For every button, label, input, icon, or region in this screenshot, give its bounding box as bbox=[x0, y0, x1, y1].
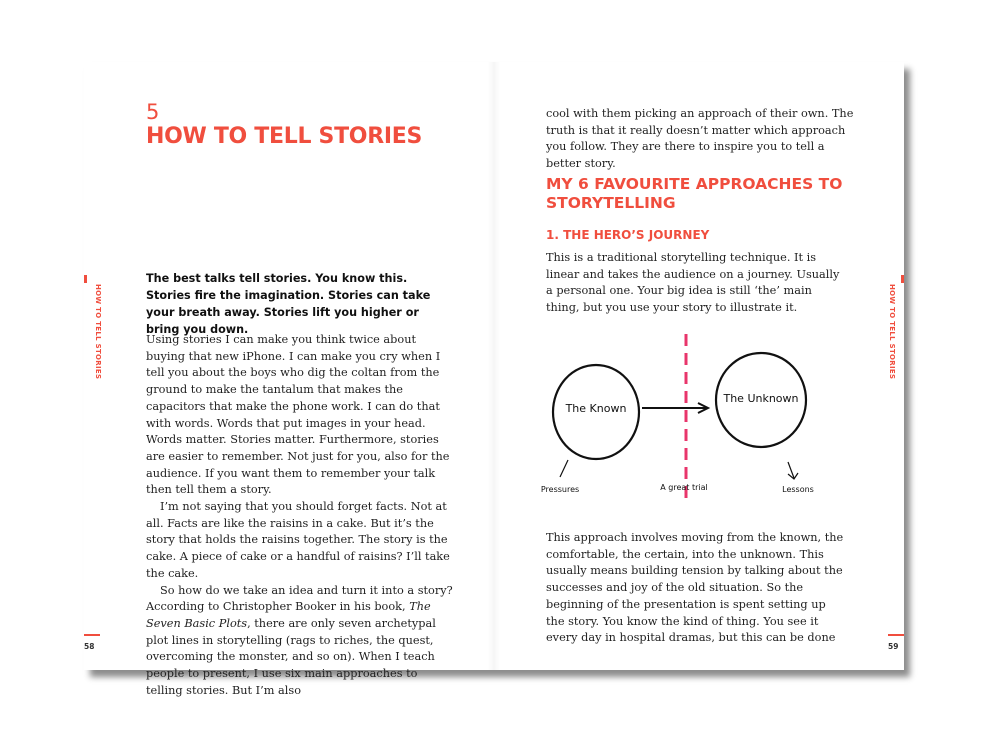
side-tab-marker bbox=[84, 275, 87, 283]
page-number: 59 bbox=[888, 642, 899, 651]
continuation-paragraph: cool with them picking an approach of their own. The truth is that it really doesn’t matter which approach you follow. They are there to inspire you to tell a better story. bbox=[546, 107, 854, 171]
heros-journey-diagram bbox=[540, 332, 846, 512]
side-running-label: HOW TO TELL STORIES bbox=[94, 284, 102, 380]
book-spread bbox=[84, 62, 904, 697]
side-running-label: HOW TO TELL STORIES bbox=[888, 284, 896, 380]
body-paragraph bbox=[146, 583, 454, 700]
section-heading: MY 6 FAVOURITE APPROACHES TO STORYTELLING bbox=[546, 175, 843, 212]
great-trial-note: A great trial bbox=[660, 483, 708, 492]
body-paragraph: I’m not saying that you should forget facts. Not at all. Facts are like the raisins in a cake. But it’s the story that holds the raisins together. The story is the cake. A piece of cake or a handful of raisins? I’ll take the cake. bbox=[146, 500, 450, 580]
closing-paragraph: This approach involves moving from the known, the comfortable, the certain, into the unknown. This usually means building tension by talking about the successes and joy of the old situation. So the beginning of the presentation is spent setting up the story. You know the kind of thing. You see it every day in hospital dramas, but this can be done bbox=[546, 531, 844, 645]
page-number: 58 bbox=[84, 642, 95, 651]
intro-paragraph: This is a traditional storytelling technique. It is linear and takes the audience on a journey. Usually a personal one. Your big idea is still ‘the’ main thing, but you use your story to illustrate it. bbox=[546, 251, 840, 315]
paragraph-text: , there are only seven archetypal plot lines in storytelling (rags to riches, the quest, overcoming the monster, and so on). When I teach people to present, I use six main approaches to telling stories. But I’m also bbox=[146, 616, 436, 697]
side-tab-marker bbox=[901, 275, 904, 283]
pressures-pointer bbox=[560, 460, 568, 477]
subheading: 1. THE HERO’S JOURNEY bbox=[546, 228, 710, 242]
lessons-pointer bbox=[788, 462, 794, 478]
known-label: The Known bbox=[565, 402, 627, 415]
lead-paragraph: The best talks tell stories. You know this. Stories fire the imagination. Stories can take your breath away. Stories lift you higher or bring you down. bbox=[146, 272, 431, 336]
chapter-number: 5 bbox=[146, 100, 160, 124]
left-page bbox=[84, 62, 494, 697]
page-number-bar bbox=[84, 634, 100, 636]
left-body-text bbox=[146, 332, 454, 699]
chapter-title: HOW TO TELL STORIES bbox=[146, 124, 422, 149]
body-paragraph: Using stories I can make you think twice about buying that new iPhone. I can make you cry when I tell you about the boys who dig the coltan from the ground to make the tantalum that makes the capacitors that make the phone work. I can do that with words. Words that put images in your head. Words matter. Stories matter. Furthermore, stories are easier to remember. Not just for you, also for the audience. If you want them to remember your talk then tell them a story. bbox=[146, 333, 450, 497]
book-title: The Seven Basic Plots bbox=[146, 600, 431, 630]
page-number-bar bbox=[888, 634, 904, 636]
right-page bbox=[494, 62, 904, 670]
unknown-label: The Unknown bbox=[723, 392, 799, 405]
paragraph-text: So how do we take an idea and turn it into a story? According to Christopher Booker in his book, bbox=[146, 583, 453, 614]
pressures-note: Pressures bbox=[540, 485, 580, 494]
lessons-note: Lessons bbox=[782, 485, 814, 494]
